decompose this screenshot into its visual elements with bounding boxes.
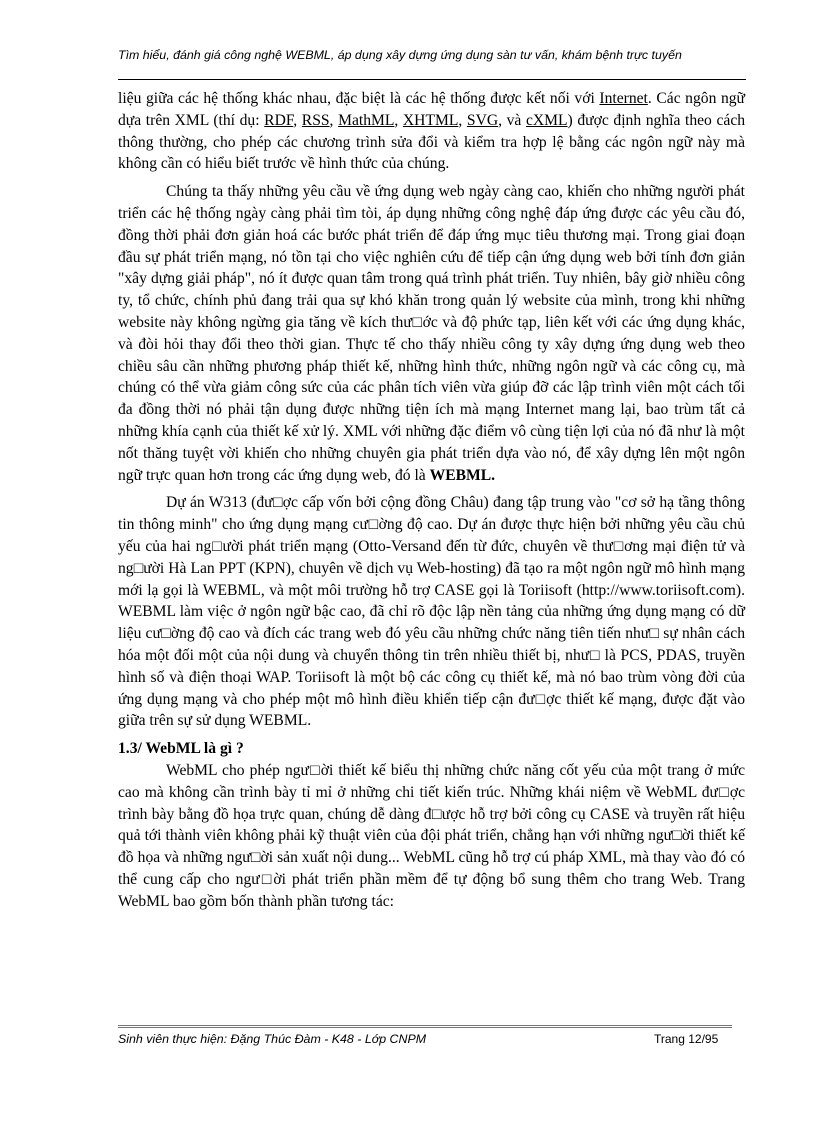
rdf-link[interactable]: RDF [264,111,294,129]
p1-text-1: liệu giữa các hệ thống khác nhau, đặc biệt là các hệ thống được kết nối với [118,90,600,107]
svg-link[interactable]: SVG [466,111,499,129]
p1-text-4: , [329,111,339,129]
document-body [118,88,745,918]
paragraph-2 [118,181,745,486]
p1-text-7: , và [498,111,526,129]
p1-text-8: ) được định nghĩa theo cách thông thường, cho phép các chương trình sửa đổi và kiểm tra hợp lệ bằng các ngôn ngữ này mà không cần có hiểu biết trước về hình thức của chúng. [118,111,746,173]
footer-author: Sinh viên thực hiện: Đặng Thúc Đàm - K48 - Lớp CNPM [118,1032,427,1046]
xhtml-link[interactable]: XHTML [402,111,459,129]
p2-bold-webml: WEBML. [429,466,496,484]
cxml-link[interactable]: cXML [525,111,568,129]
paragraph-4: WebML cho phép ngư□ời thiết kế biểu thị những chức năng cốt yếu của một trang ở mức cao mà không cần trình bày tỉ mỉ ở những chi tiết kiến trúc. Những khái niệm về WebML đư□ợc trình bày bằng đồ họa trực quan, chúng dễ dàng đ□ược hỗ trợ bởi công cụ CASE và truyền rất hiệu quả tới thành viên không phải kỹ thuật viên của đội phát triển, chẳng hạn với những ngư□ời thiết kế đồ họa và những ngư□ời sản xuất nội dung... WebML cũng hỗ trợ cú pháp XML, mà thay vào đó có thể cung cấp cho ngư□ời phát triển phần mềm để tự động bổ sung thêm cho trang Web. Trang WebML bao gồm bốn thành phần tương tác: [118,761,745,910]
section-heading: 1.3/ WebML là gì ? [118,740,244,758]
rss-link[interactable]: RSS [301,111,330,129]
page-number: Trang 12/95 [654,1032,719,1046]
p1-text-2: . Các ngôn ngữ dựa trên XML (thí dụ: [118,90,745,129]
p1-text-5: , [394,111,403,129]
p1-text-3: , [293,111,302,129]
page-header: Tìm hiểu, đánh giá công nghệ WEBML, áp dụng xây dựng ứng dụng sàn tư vấn, khám bệnh trực tuyến [118,48,682,62]
p1-text-6: , [458,111,467,129]
footer-rule [118,1025,732,1028]
internet-link[interactable]: Internet [599,90,648,107]
p2-text: Chúng ta thấy những yêu cầu về ứng dụng web ngày càng cao, khiến cho những người phát triển các hệ thống ngày càng phải tìm tòi, áp dụng những công nghệ đáp ứng được các yêu cầu đó, đồng thời phải đơn giản hoá các bước phát triển để đáp ứng mục tiêu thương mại. Trong giai đoạn đầu sự phát triển mạng, nó tồn tại cho việc nghiên cứu để tiếp cận ứng dụng web bởi tính đơn giản "xây dựng giải pháp", nó ít được quan tâm trong quá trình phát triển. Tuy nhiên, bây giờ nhiều công ty, tổ chức, chính phủ đang trải qua sự khó khăn trong quản lý website của mình, trong khi những website này không ngừng gia tăng về kích thư□ớc và độ phức tạp, liên kết với các ứng dụng khác, và đòi hỏi thay đổi theo thời gian. Thực tế cho thấy nhiều công ty xây dựng ứng dụng web theo chiều sâu cần những phương pháp thiết kế, những hình thức, những ngôn ngữ và các công cụ, mà chúng có thể vừa giảm công sức của các phân tích viên vừa giúp đỡ các lập trình viên một cách tối đa đồng thời nó phải tận dụng được những tiện ích mà mạng Internet mang lại, bao trùm tất cả những khía cạnh của thiết kế xử lý. XML với những đặc điểm vô cùng tiện lợi của nó đã như là một nốt thăng tuyệt vời khiến cho những chuyên gia phát triển dựa vào nó, để xây dựng lên một ngôn ngữ trực quan hơn trong các ứng dụng web, đó là [118,183,745,484]
paragraph-1 [118,88,745,175]
paragraph-3: Dự án W313 (đư□ợc cấp vốn bởi cộng đồng Châu) đang tập trung vào "cơ sở hạ tầng thông tin thông minh" cho ứng dụng mạng cư□ờng độ cao. Dự án được thực hiện bởi những yêu cầu chủ yếu của hai ng□ười phát triển mạng (Otto-Versand đến từ đức, chuyên về thư□ơng mại điện tử và ng□ười Hà Lan PPT (KPN), chuyên về dịch vụ Web-hosting) đã tạo ra một ngôn ngữ mô hình mạng mới lạ gọi là WEBML, và một môi trường hỗ trợ CASE gọi là Toriisoft (http://www.toriisoft.com). WEBML làm việc ở ngôn ngữ bậc cao, đã chỉ rõ độc lập nền tảng của những ứng dụng mạng có dữ liệu cư□ờng độ cao và đích các trang web đó yêu cầu những chức năng tiên tiến như□ sự nhân cách hóa một đối một của nội dung và chuyển thông tin trên nhiều thiết bị, như□ là PCS, PDAS, truyền hình số và điện thoại WAP. Toriisoft là một bộ các công cụ thiết kế, mà nó bao trùm vòng đời của ứng dụng mạng và cho phép một mô hình điều khiển tiếp cận đư□ợc thiết kế mạng, được đặt vào giữa trên sự sử dụng WEBML. [118,494,745,730]
mathml-link[interactable]: MathML [338,111,395,129]
header-rule [118,79,746,80]
